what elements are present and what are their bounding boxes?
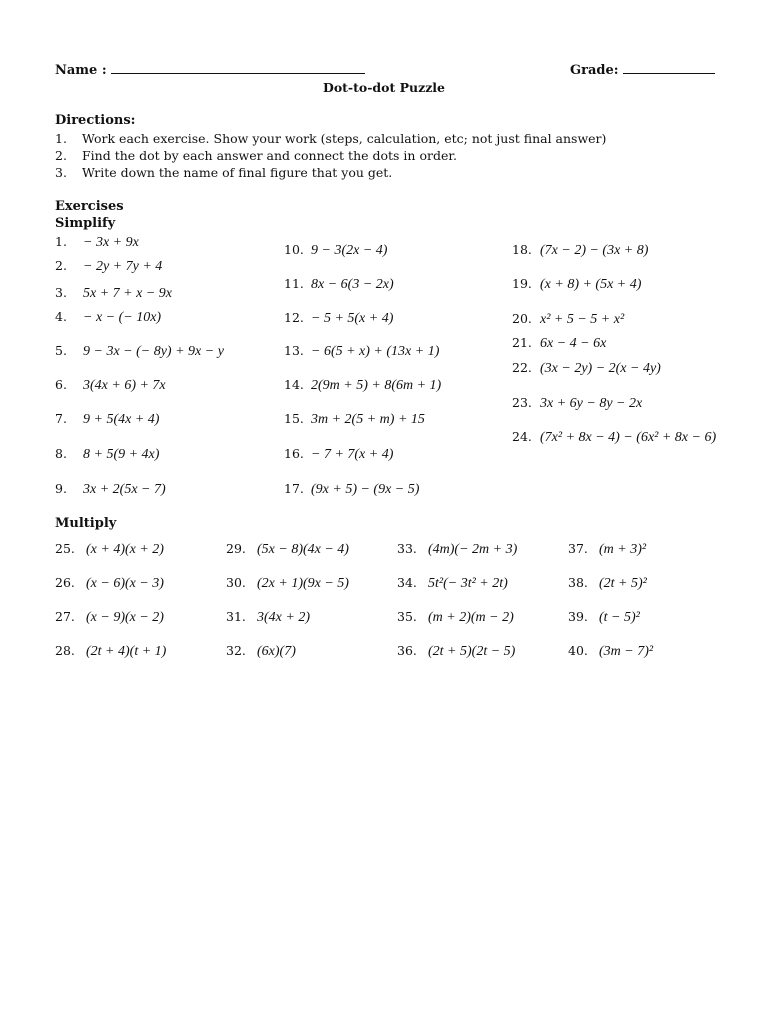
exercise-9 [55, 481, 166, 498]
grade-field [570, 62, 715, 78]
exercise-number: 17. [284, 481, 304, 496]
simplify-heading: Simplify [55, 216, 116, 231]
exercise-number: 40. [568, 643, 588, 658]
exercise-expression: (9x + 5) − (9x − 5) [311, 482, 420, 497]
direction-text: Write down the name of final figure that you get. [82, 165, 393, 180]
exercise-expression: 5x + 7 + x − 9x [83, 286, 172, 301]
exercise-28 [55, 643, 166, 660]
exercise-29 [226, 541, 349, 558]
exercise-number: 18. [512, 242, 532, 257]
exercise-32 [226, 643, 296, 660]
direction-number: 2. [55, 148, 67, 163]
name-blank-line[interactable] [111, 62, 365, 74]
page-title: Dot-to-dot Puzzle [322, 80, 446, 95]
exercise-expression: (2t + 5)² [599, 576, 647, 591]
exercise-expression: 9 + 5(4x + 4) [83, 412, 160, 427]
exercise-39 [568, 609, 640, 626]
exercise-expression: (6x)(7) [257, 644, 296, 659]
exercise-number: 15. [284, 411, 304, 426]
exercise-5 [55, 343, 224, 360]
exercise-expression: (x + 4)(x + 2) [86, 542, 164, 557]
exercise-expression: (4m)(− 2m + 3) [428, 542, 518, 557]
exercise-12 [284, 310, 393, 327]
exercise-number: 34. [397, 575, 417, 590]
direction-item-1 [55, 131, 606, 146]
exercise-number: 9. [55, 481, 67, 496]
exercise-number: 20. [512, 311, 532, 326]
exercise-34 [397, 575, 508, 592]
exercise-expression: (2x + 1)(9x − 5) [257, 576, 349, 591]
direction-text: Work each exercise. Show your work (steps, calculation, etc; not just final answer) [82, 131, 607, 146]
exercise-number: 28. [55, 643, 75, 658]
exercise-number: 25. [55, 541, 75, 556]
exercise-number: 30. [226, 575, 246, 590]
direction-number: 3. [55, 165, 67, 180]
exercise-expression: 8 + 5(9 + 4x) [83, 447, 160, 462]
direction-text: Find the dot by each answer and connect the dots in order. [82, 148, 457, 163]
exercise-22 [512, 360, 661, 377]
exercise-number: 33. [397, 541, 417, 556]
exercise-expression: (3m − 7)² [599, 644, 654, 659]
exercise-27 [55, 609, 164, 626]
exercise-number: 7. [55, 411, 67, 426]
exercise-expression: 9 − 3x − (− 8y) + 9x − y [83, 344, 224, 359]
exercise-36 [397, 643, 515, 660]
exercise-expression: 3(4x + 6) + 7x [83, 378, 166, 393]
exercise-4 [55, 309, 161, 326]
exercise-number: 5. [55, 343, 67, 358]
exercise-expression: (m + 2)(m − 2) [428, 610, 514, 625]
exercise-30 [226, 575, 349, 592]
exercise-number: 23. [512, 395, 532, 410]
exercise-expression: − 2y + 7y + 4 [83, 259, 163, 274]
exercise-expression: − 3x + 9x [83, 235, 139, 250]
exercise-number: 26. [55, 575, 75, 590]
exercise-expression: − 7 + 7(x + 4) [311, 447, 394, 462]
exercise-expression: (x − 9)(x − 2) [86, 610, 164, 625]
exercise-31 [226, 609, 310, 626]
exercise-expression: (5x − 8)(4x − 4) [257, 542, 349, 557]
exercise-number: 1. [55, 234, 67, 249]
exercise-20 [512, 311, 624, 328]
exercise-13 [284, 343, 439, 360]
exercise-expression: 3x + 2(5x − 7) [83, 482, 166, 497]
exercise-number: 35. [397, 609, 417, 624]
direction-item-3 [55, 165, 392, 180]
exercise-number: 39. [568, 609, 588, 624]
exercise-expression: (3x − 2y) − 2(x − 4y) [540, 361, 661, 376]
exercise-expression: (2t + 4)(t + 1) [86, 644, 167, 659]
exercise-37 [568, 541, 646, 558]
name-field [55, 62, 365, 78]
exercise-number: 22. [512, 360, 532, 375]
exercise-number: 16. [284, 446, 304, 461]
exercises-heading: Exercises [55, 199, 124, 214]
exercise-26 [55, 575, 164, 592]
exercise-expression: (x + 8) + (5x + 4) [540, 277, 642, 292]
multiply-heading: Multiply [55, 516, 117, 531]
exercise-35 [397, 609, 514, 626]
exercise-1 [55, 234, 139, 251]
exercise-number: 2. [55, 258, 67, 273]
exercise-16 [284, 446, 393, 463]
exercise-number: 27. [55, 609, 75, 624]
exercise-number: 10. [284, 242, 304, 257]
exercise-expression: (x − 6)(x − 3) [86, 576, 164, 591]
exercise-number: 32. [226, 643, 246, 658]
exercise-number: 6. [55, 377, 67, 392]
exercise-expression: x² + 5 − 5 + x² [540, 312, 625, 327]
exercise-number: 8. [55, 446, 67, 461]
exercise-19 [512, 276, 641, 293]
exercise-expression: 6x − 4 − 6x [540, 336, 607, 351]
exercise-21 [512, 335, 606, 352]
exercise-38 [568, 575, 647, 592]
exercise-10 [284, 242, 387, 259]
exercise-number: 36. [397, 643, 417, 658]
exercise-number: 19. [512, 276, 532, 291]
exercise-25 [55, 541, 164, 558]
exercise-expression: − x − (− 10x) [83, 310, 162, 325]
exercise-number: 14. [284, 377, 304, 392]
exercise-40 [568, 643, 653, 660]
exercise-8 [55, 446, 159, 463]
exercise-15 [284, 411, 425, 428]
exercise-number: 12. [284, 310, 304, 325]
exercise-expression: 3m + 2(5 + m) + 15 [311, 412, 425, 427]
exercise-expression: − 6(5 + x) + (13x + 1) [311, 344, 440, 359]
exercise-number: 24. [512, 429, 532, 444]
exercise-expression: (2t + 5)(2t − 5) [428, 644, 516, 659]
direction-item-2 [55, 148, 457, 163]
exercise-expression: (m + 3)² [599, 542, 647, 557]
exercise-number: 38. [568, 575, 588, 590]
exercise-33 [397, 541, 517, 558]
exercise-23 [512, 395, 642, 412]
exercise-expression: 5t²(− 3t² + 2t) [428, 576, 508, 591]
exercise-expression: − 5 + 5(x + 4) [311, 311, 394, 326]
grade-label: Grade: [570, 63, 619, 78]
exercise-number: 29. [226, 541, 246, 556]
exercise-24 [512, 429, 716, 446]
exercise-7 [55, 411, 159, 428]
exercise-3 [55, 285, 172, 302]
exercise-number: 4. [55, 309, 67, 324]
name-label: Name : [55, 63, 107, 78]
exercise-number: 13. [284, 343, 304, 358]
directions-heading: Directions: [55, 113, 136, 128]
exercise-expression: 2(9m + 5) + 8(6m + 1) [311, 378, 442, 393]
exercise-number: 21. [512, 335, 532, 350]
exercise-14 [284, 377, 441, 394]
exercise-expression: (7x² + 8x − 4) − (6x² + 8x − 6) [540, 430, 717, 445]
exercise-number: 3. [55, 285, 67, 300]
exercise-11 [284, 276, 394, 293]
grade-blank-line[interactable] [623, 62, 715, 74]
exercise-6 [55, 377, 166, 394]
exercise-2 [55, 258, 162, 275]
exercise-expression: (t − 5)² [599, 610, 640, 625]
exercise-expression: 3(4x + 2) [257, 610, 310, 625]
exercise-expression: (7x − 2) − (3x + 8) [540, 243, 649, 258]
exercise-number: 31. [226, 609, 246, 624]
exercise-18 [512, 242, 648, 259]
exercise-17 [284, 481, 419, 498]
exercise-number: 37. [568, 541, 588, 556]
exercise-expression: 3x + 6y − 8y − 2x [540, 396, 643, 411]
exercise-number: 11. [284, 276, 304, 291]
exercise-expression: 8x − 6(3 − 2x) [311, 277, 394, 292]
exercise-expression: 9 − 3(2x − 4) [311, 243, 388, 258]
direction-number: 1. [55, 131, 67, 146]
